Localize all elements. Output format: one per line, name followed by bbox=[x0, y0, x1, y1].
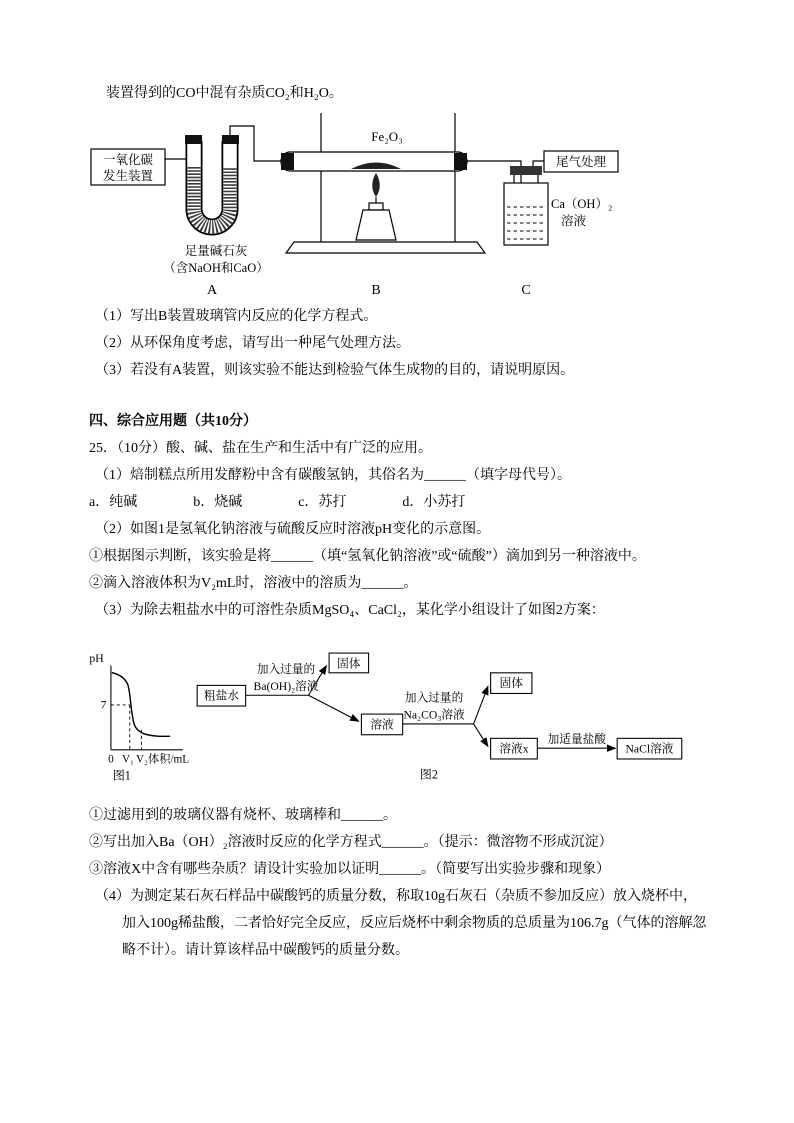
q25-part3-sub2: ②写出加入Ba（OH）₂溶液时反应的化学方程式______。（提示：微溶物不形成沉淀） bbox=[89, 835, 613, 850]
section-4-heading: 四、综合应用题（共10分） bbox=[89, 414, 257, 429]
question-1: （1）写出B装置玻璃管内反应的化学方程式。 bbox=[95, 309, 378, 324]
q25-part4-line1: （4）为测定某石灰石样品中碳酸钙的质量分数，称取10g石灰石（杂质不参加反应）放入烧杯中， bbox=[95, 889, 697, 904]
q25-part2: （2）如图1是氢氧化钠溶液与硫酸反应时溶液pH变化的示意图。 bbox=[95, 522, 491, 537]
apparatus-figure bbox=[89, 111, 705, 303]
arrow1-label-1: 加入过量的 bbox=[256, 662, 316, 676]
apparatus-svg bbox=[89, 111, 709, 303]
caoh2-label-1: Ca（OH）₂ bbox=[551, 197, 613, 211]
utube-stopper-right bbox=[222, 135, 239, 144]
utube-caption-1: 足量碱石灰 bbox=[184, 244, 248, 258]
apparatus-label-b: B bbox=[371, 283, 381, 298]
utube-caption-2: （含NaOH和CaO） bbox=[163, 261, 269, 275]
arrow1-label-2: Ba(OH)₂溶液 bbox=[253, 679, 319, 693]
figures-row bbox=[84, 634, 705, 796]
flame-icon bbox=[372, 173, 380, 197]
co-generator-label-2: 发生装置 bbox=[102, 169, 154, 183]
box-solid-2-label: 固体 bbox=[499, 677, 523, 691]
tube-b-stopper-right bbox=[454, 153, 467, 170]
q25-part2-sub1: ①根据图示判断，该实验是将______（填“氢氧化钠溶液”或“硫酸”）滴加到另一种溶液中。 bbox=[89, 549, 646, 564]
gas-washing-bottle bbox=[504, 166, 548, 245]
co-generator-box bbox=[91, 149, 165, 185]
u-tube-soda-lime bbox=[185, 135, 239, 227]
utube-stopper-left bbox=[185, 135, 202, 144]
box-solid-1-label: 固体 bbox=[337, 657, 361, 671]
arrow2-label-1: 加入过量的 bbox=[404, 691, 464, 705]
figure1-caption: 图1 bbox=[112, 768, 131, 783]
box-nacl-solution-label: NaCl溶液 bbox=[625, 742, 674, 756]
question-3: （3）若没有A装置，则该实验不能达到检验气体生成物的目的，请说明原因。 bbox=[95, 363, 575, 378]
q25-intro: 25．（10分）酸、碱、盐在生产和生活中有广泛的应用。 bbox=[89, 441, 432, 456]
fe2o3-label: Fe₂O₃ bbox=[371, 129, 403, 144]
tail-gas-box bbox=[544, 151, 618, 172]
flowchart-figure2 bbox=[190, 634, 705, 796]
intro-text: 装置得到的CO中混有杂质CO₂和H₂O。 bbox=[106, 86, 343, 101]
bottle-stopper bbox=[510, 166, 542, 175]
x-tick-v2-and-axis-label: V₂体积/mL bbox=[136, 753, 190, 766]
co-generator-label-1: 一氧化碳 bbox=[102, 153, 154, 167]
tube-bottle-to-tailgas bbox=[533, 161, 544, 166]
q25-part3-sub3: ③溶液X中含有哪些杂质？请设计实验加以证明______。（简要写出实验步骤和现象） bbox=[89, 862, 611, 877]
apparatus-label-a: A bbox=[206, 283, 218, 298]
arrow2-label-2: Na₂CO₃溶液 bbox=[403, 708, 465, 722]
q25-part2-sub2: ②滴入溶液体积为V₂mL时，溶液中的溶质为______。 bbox=[89, 576, 418, 591]
apparatus-label-c: C bbox=[521, 283, 531, 298]
ph-chart-figure1 bbox=[84, 634, 190, 792]
q25-part3-sub1: ①过滤用到的玻璃仪器有烧杯、玻璃棒和______。 bbox=[89, 808, 397, 823]
ph-curve bbox=[112, 673, 170, 737]
q25-part4-line3: 略不计）。请计算该样品中碳酸钙的质量分数。 bbox=[122, 943, 409, 958]
arrow3-label: 加适量盐酸 bbox=[547, 732, 606, 746]
tail-gas-label: 尾气处理 bbox=[555, 155, 607, 169]
q25-part4-line2: 加入100g稀盐酸，二者恰好完全反应，反应后烧杯中剩余物质的总质量为106.7g（气体的溶解忽 bbox=[122, 916, 707, 931]
tube-b-stopper-left bbox=[281, 153, 294, 170]
question-2: （2）从环保角度考虑，请写出一种尾气处理方法。 bbox=[95, 336, 410, 351]
y-axis-label: pH bbox=[89, 651, 104, 665]
figure2-caption: 图2 bbox=[419, 767, 438, 782]
q25-part1-options: a．纯碱 b．烧碱 c．苏打 d．小苏打 bbox=[89, 495, 466, 510]
caoh2-label-2: 溶液 bbox=[561, 214, 587, 228]
glass-tube-b bbox=[281, 152, 467, 171]
box-solution-1-label: 溶液 bbox=[370, 718, 394, 732]
x-tick-0: 0 bbox=[108, 753, 114, 766]
q25-part1: （1）焙制糕点所用发酵粉中含有碳酸氢钠，其俗名为______（填字母代号）。 bbox=[95, 468, 571, 483]
y-tick-7: 7 bbox=[100, 698, 107, 712]
alcohol-lamp bbox=[356, 173, 396, 240]
q25-part3: （3）为除去粗盐水中的可溶性杂质MgSO₄、CaCl₂，某化学小组设计了如图2方案： bbox=[95, 603, 605, 618]
x-tick-v1: V₁ bbox=[121, 753, 134, 766]
box-solution-x-label: 溶液x bbox=[499, 742, 529, 756]
box-crude-brine-label: 粗盐水 bbox=[203, 689, 239, 703]
